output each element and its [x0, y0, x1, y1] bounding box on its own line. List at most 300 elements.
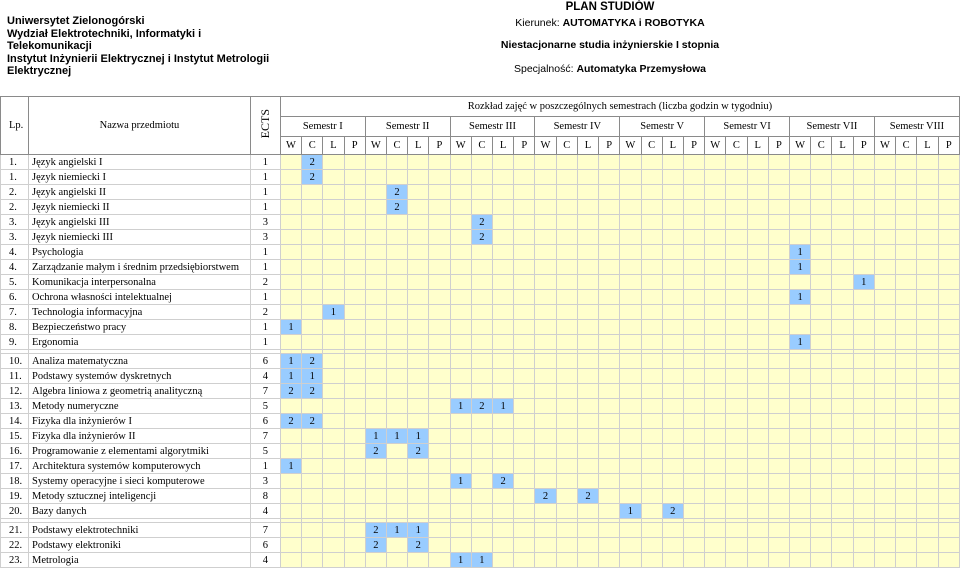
hours-cell	[280, 489, 301, 504]
hours-cell	[492, 155, 513, 170]
hours-cell	[747, 538, 768, 553]
hours-cell: 2	[302, 384, 323, 399]
row-number: 7.	[1, 305, 29, 320]
hours-cell	[450, 444, 471, 459]
hours-cell	[280, 185, 301, 200]
hours-cell	[302, 320, 323, 335]
hours-cell	[853, 523, 874, 538]
hours-cell	[832, 354, 853, 369]
hours-cell	[917, 538, 938, 553]
table-header	[1, 97, 960, 155]
hours-cell	[280, 260, 301, 275]
hours-cell	[408, 414, 429, 429]
course-name: Podstawy elektrotechniki	[28, 523, 250, 538]
hours-cell	[747, 170, 768, 185]
hours-cell	[832, 459, 853, 474]
hours-cell	[917, 245, 938, 260]
hours-cell	[917, 354, 938, 369]
hours-cell	[535, 290, 556, 305]
hours-cell	[323, 335, 344, 350]
hours-cell	[853, 170, 874, 185]
hours-cell	[662, 523, 683, 538]
hours-cell	[641, 155, 662, 170]
hours-cell	[896, 538, 917, 553]
hours-cell	[938, 320, 959, 335]
row-number: 12.	[1, 384, 29, 399]
hours-cell	[408, 290, 429, 305]
hours-cell	[832, 523, 853, 538]
hours-cell: 1	[280, 354, 301, 369]
hours-cell	[599, 429, 620, 444]
hours-cell	[577, 305, 598, 320]
hours-cell	[938, 275, 959, 290]
hours-type-header: L	[577, 137, 598, 155]
hours-cell	[705, 185, 726, 200]
hours-cell	[662, 414, 683, 429]
hours-cell	[408, 399, 429, 414]
ects-value: 1	[250, 245, 280, 260]
hours-type-header: C	[811, 137, 832, 155]
row-number: 1.	[1, 155, 29, 170]
row-number: 13.	[1, 399, 29, 414]
row-number: 10.	[1, 354, 29, 369]
hours-cell	[747, 444, 768, 459]
hours-cell	[280, 290, 301, 305]
hours-cell	[408, 369, 429, 384]
hours-cell	[323, 504, 344, 519]
hours-cell	[853, 399, 874, 414]
hours-cell	[323, 290, 344, 305]
hours-cell	[620, 230, 641, 245]
hours-cell	[896, 474, 917, 489]
hours-cell	[938, 414, 959, 429]
hours-cell	[789, 489, 810, 504]
hours-cell	[599, 290, 620, 305]
hours-cell	[344, 523, 365, 538]
hours-cell	[705, 305, 726, 320]
hours-cell	[705, 354, 726, 369]
hours-cell	[726, 523, 747, 538]
hours-cell	[599, 538, 620, 553]
hours-cell	[662, 155, 683, 170]
hours-cell	[683, 474, 704, 489]
hours-cell	[938, 444, 959, 459]
hours-cell	[768, 215, 789, 230]
hours-cell	[471, 320, 492, 335]
hours-cell	[768, 305, 789, 320]
hours-cell: 1	[323, 305, 344, 320]
hours-cell	[599, 275, 620, 290]
row-number: 3.	[1, 215, 29, 230]
hours-cell	[917, 170, 938, 185]
hours-cell: 1	[280, 320, 301, 335]
hours-cell	[832, 414, 853, 429]
hours-cell	[768, 459, 789, 474]
hours-cell	[938, 489, 959, 504]
hours-cell	[768, 290, 789, 305]
hours-cell	[832, 489, 853, 504]
hours-cell	[768, 444, 789, 459]
hours-cell	[429, 399, 450, 414]
row-number: 14.	[1, 414, 29, 429]
hours-cell: 2	[471, 399, 492, 414]
hours-cell	[705, 474, 726, 489]
hours-cell	[641, 399, 662, 414]
hours-cell	[832, 553, 853, 568]
hours-cell: 2	[302, 354, 323, 369]
hours-cell	[832, 305, 853, 320]
hours-cell	[429, 260, 450, 275]
hours-cell	[302, 290, 323, 305]
hours-cell: 1	[280, 369, 301, 384]
hours-cell	[662, 215, 683, 230]
hours-cell	[938, 504, 959, 519]
hours-cell	[811, 369, 832, 384]
hours-cell	[874, 504, 895, 519]
hours-cell	[599, 553, 620, 568]
hours-cell	[811, 553, 832, 568]
hours-cell	[599, 215, 620, 230]
hours-cell	[683, 200, 704, 215]
hours-cell	[302, 305, 323, 320]
hours-cell	[535, 245, 556, 260]
spec-value: Automatyka Przemysłowa	[576, 63, 706, 75]
hours-cell	[662, 230, 683, 245]
course-name: Ergonomia	[28, 335, 250, 350]
hours-cell	[429, 459, 450, 474]
hours-cell	[705, 429, 726, 444]
hours-cell: 1	[302, 369, 323, 384]
hours-cell	[514, 170, 535, 185]
plan-block	[430, 0, 790, 76]
hours-type-header: P	[599, 137, 620, 155]
hours-cell	[429, 504, 450, 519]
hours-cell	[705, 444, 726, 459]
hours-cell	[344, 369, 365, 384]
hours-cell	[302, 459, 323, 474]
hours-cell	[641, 230, 662, 245]
hours-type-header: L	[747, 137, 768, 155]
hours-cell	[811, 504, 832, 519]
hours-cell	[471, 429, 492, 444]
hours-type-header: W	[365, 137, 386, 155]
semester-header: Semestr VI	[705, 117, 790, 137]
semester-header: Semestr V	[620, 117, 705, 137]
hours-cell	[450, 155, 471, 170]
hours-cell	[471, 170, 492, 185]
hours-cell	[386, 538, 407, 553]
hours-cell	[789, 215, 810, 230]
hours-cell	[599, 523, 620, 538]
hours-cell	[556, 414, 577, 429]
hours-cell	[535, 185, 556, 200]
hours-cell	[641, 523, 662, 538]
table-body	[1, 155, 960, 568]
ects-header	[250, 97, 280, 155]
hours-cell	[768, 200, 789, 215]
ects-value: 7	[250, 523, 280, 538]
table-row	[1, 245, 960, 260]
course-name: Metody numeryczne	[28, 399, 250, 414]
hours-cell	[408, 504, 429, 519]
hours-cell	[365, 354, 386, 369]
hours-cell	[556, 523, 577, 538]
hours-cell	[365, 215, 386, 230]
hours-cell: 2	[280, 384, 301, 399]
hours-type-header: C	[726, 137, 747, 155]
hours-cell	[726, 354, 747, 369]
hours-cell	[768, 553, 789, 568]
hours-cell: 1	[450, 399, 471, 414]
hours-cell	[620, 170, 641, 185]
hours-cell	[535, 523, 556, 538]
hours-cell	[726, 230, 747, 245]
hours-cell	[853, 429, 874, 444]
hours-cell	[683, 245, 704, 260]
hours-cell	[620, 459, 641, 474]
hours-cell	[429, 444, 450, 459]
hours-cell	[747, 429, 768, 444]
hours-cell	[492, 504, 513, 519]
row-number: 6.	[1, 290, 29, 305]
hours-cell	[514, 369, 535, 384]
hours-cell	[896, 414, 917, 429]
hours-cell	[683, 305, 704, 320]
hours-cell	[811, 155, 832, 170]
hours-cell: 2	[662, 504, 683, 519]
specialization	[430, 63, 790, 76]
hours-cell	[302, 275, 323, 290]
hours-cell: 2	[386, 200, 407, 215]
hours-cell	[917, 335, 938, 350]
hours-cell	[789, 523, 810, 538]
hours-cell	[344, 305, 365, 320]
hours-cell	[938, 335, 959, 350]
hours-cell	[556, 335, 577, 350]
hours-cell	[789, 504, 810, 519]
hours-cell	[429, 215, 450, 230]
hours-cell	[471, 305, 492, 320]
hours-cell	[323, 414, 344, 429]
hours-cell: 1	[853, 275, 874, 290]
row-number: 17.	[1, 459, 29, 474]
table-row	[1, 414, 960, 429]
hours-cell	[344, 444, 365, 459]
hours-cell	[789, 170, 810, 185]
hours-cell	[492, 414, 513, 429]
hours-cell	[896, 399, 917, 414]
hours-cell	[344, 230, 365, 245]
hours-cell	[556, 354, 577, 369]
hours-cell	[408, 320, 429, 335]
ects-value: 3	[250, 230, 280, 245]
hours-cell	[323, 185, 344, 200]
university-line: Telekomunikacji	[7, 40, 92, 52]
hours-cell	[514, 185, 535, 200]
hours-cell	[365, 290, 386, 305]
hours-type-header: P	[683, 137, 704, 155]
hours-cell	[408, 384, 429, 399]
hours-cell	[768, 504, 789, 519]
hours-cell	[853, 489, 874, 504]
hours-cell	[896, 459, 917, 474]
hours-cell	[323, 459, 344, 474]
hours-cell	[408, 155, 429, 170]
hours-cell	[471, 444, 492, 459]
hours-cell	[556, 215, 577, 230]
hours-cell: 2	[408, 444, 429, 459]
schedule-header: Rozkład zajęć w poszczególnych semestrach (liczba godzin w tygodniu)	[280, 97, 959, 117]
hours-cell	[556, 384, 577, 399]
hours-cell	[896, 230, 917, 245]
hours-cell	[896, 185, 917, 200]
hours-cell	[492, 538, 513, 553]
ects-value: 1	[250, 185, 280, 200]
course-name: Fizyka dla inżynierów I	[28, 414, 250, 429]
ects-value: 4	[250, 369, 280, 384]
hours-cell	[556, 305, 577, 320]
hours-cell	[747, 320, 768, 335]
hours-cell	[471, 369, 492, 384]
hours-cell: 2	[302, 414, 323, 429]
hours-cell	[641, 170, 662, 185]
hours-cell	[577, 354, 598, 369]
hours-cell	[938, 553, 959, 568]
hours-cell	[662, 429, 683, 444]
hours-cell	[768, 474, 789, 489]
hours-cell	[514, 553, 535, 568]
hours-type-header: C	[302, 137, 323, 155]
hours-cell	[768, 414, 789, 429]
hours-cell	[726, 414, 747, 429]
hours-cell	[471, 275, 492, 290]
hours-cell	[938, 230, 959, 245]
hours-cell	[450, 275, 471, 290]
hours-type-header: L	[323, 137, 344, 155]
row-number: 9.	[1, 335, 29, 350]
hours-cell	[832, 155, 853, 170]
row-number: 2.	[1, 185, 29, 200]
hours-cell	[874, 230, 895, 245]
hours-cell	[938, 245, 959, 260]
hours-cell	[365, 553, 386, 568]
hours-cell	[577, 384, 598, 399]
hours-cell	[599, 320, 620, 335]
hours-type-header: W	[620, 137, 641, 155]
hours-cell	[853, 260, 874, 275]
row-number: 15.	[1, 429, 29, 444]
hours-cell	[747, 414, 768, 429]
hours-cell	[492, 245, 513, 260]
hours-cell: 1	[789, 290, 810, 305]
table-row	[1, 474, 960, 489]
hours-cell	[344, 474, 365, 489]
hours-cell	[577, 459, 598, 474]
hours-cell	[365, 200, 386, 215]
hours-cell	[938, 215, 959, 230]
hours-cell	[408, 170, 429, 185]
hours-cell	[705, 459, 726, 474]
hours-cell	[620, 538, 641, 553]
hours-cell	[662, 538, 683, 553]
hours-cell	[302, 489, 323, 504]
hours-cell	[450, 170, 471, 185]
hours-cell	[429, 305, 450, 320]
hours-cell	[789, 459, 810, 474]
table-row	[1, 335, 960, 350]
hours-cell	[853, 305, 874, 320]
hours-cell	[302, 230, 323, 245]
hours-cell	[429, 523, 450, 538]
hours-cell	[429, 384, 450, 399]
hours-cell	[280, 170, 301, 185]
hours-cell	[429, 230, 450, 245]
hours-cell	[514, 504, 535, 519]
ects-value: 2	[250, 305, 280, 320]
hours-cell	[556, 245, 577, 260]
hours-cell	[938, 290, 959, 305]
hours-cell	[556, 444, 577, 459]
university-block	[7, 15, 270, 78]
table-row	[1, 230, 960, 245]
hours-cell	[874, 155, 895, 170]
hours-cell	[280, 474, 301, 489]
hours-cell	[874, 200, 895, 215]
hours-cell	[832, 230, 853, 245]
ects-value: 6	[250, 354, 280, 369]
row-number: 1.	[1, 170, 29, 185]
ects-value: 3	[250, 474, 280, 489]
hours-type-header: W	[280, 137, 301, 155]
hours-cell	[747, 290, 768, 305]
hours-cell	[323, 474, 344, 489]
hours-cell	[917, 185, 938, 200]
hours-cell	[874, 384, 895, 399]
hours-cell	[471, 504, 492, 519]
hours-cell	[747, 335, 768, 350]
hours-cell	[705, 260, 726, 275]
table-row	[1, 155, 960, 170]
hours-cell	[344, 185, 365, 200]
hours-cell	[662, 275, 683, 290]
hours-cell	[429, 275, 450, 290]
hours-cell	[811, 275, 832, 290]
hours-cell	[344, 504, 365, 519]
hours-cell	[832, 335, 853, 350]
hours-cell	[811, 399, 832, 414]
hours-cell	[577, 553, 598, 568]
hours-cell	[853, 459, 874, 474]
hours-cell: 1	[408, 523, 429, 538]
hours-cell	[726, 260, 747, 275]
hours-cell	[662, 185, 683, 200]
hours-cell	[832, 504, 853, 519]
hours-cell	[408, 354, 429, 369]
hours-cell	[853, 200, 874, 215]
course-name: Język niemiecki II	[28, 200, 250, 215]
ects-value: 1	[250, 200, 280, 215]
hours-cell	[874, 414, 895, 429]
ects-value: 8	[250, 489, 280, 504]
hours-cell	[683, 290, 704, 305]
hours-cell	[641, 444, 662, 459]
hours-cell	[471, 185, 492, 200]
hours-cell	[302, 538, 323, 553]
hours-cell	[386, 320, 407, 335]
hours-type-header: L	[492, 137, 513, 155]
hours-cell	[280, 504, 301, 519]
hours-cell	[853, 215, 874, 230]
